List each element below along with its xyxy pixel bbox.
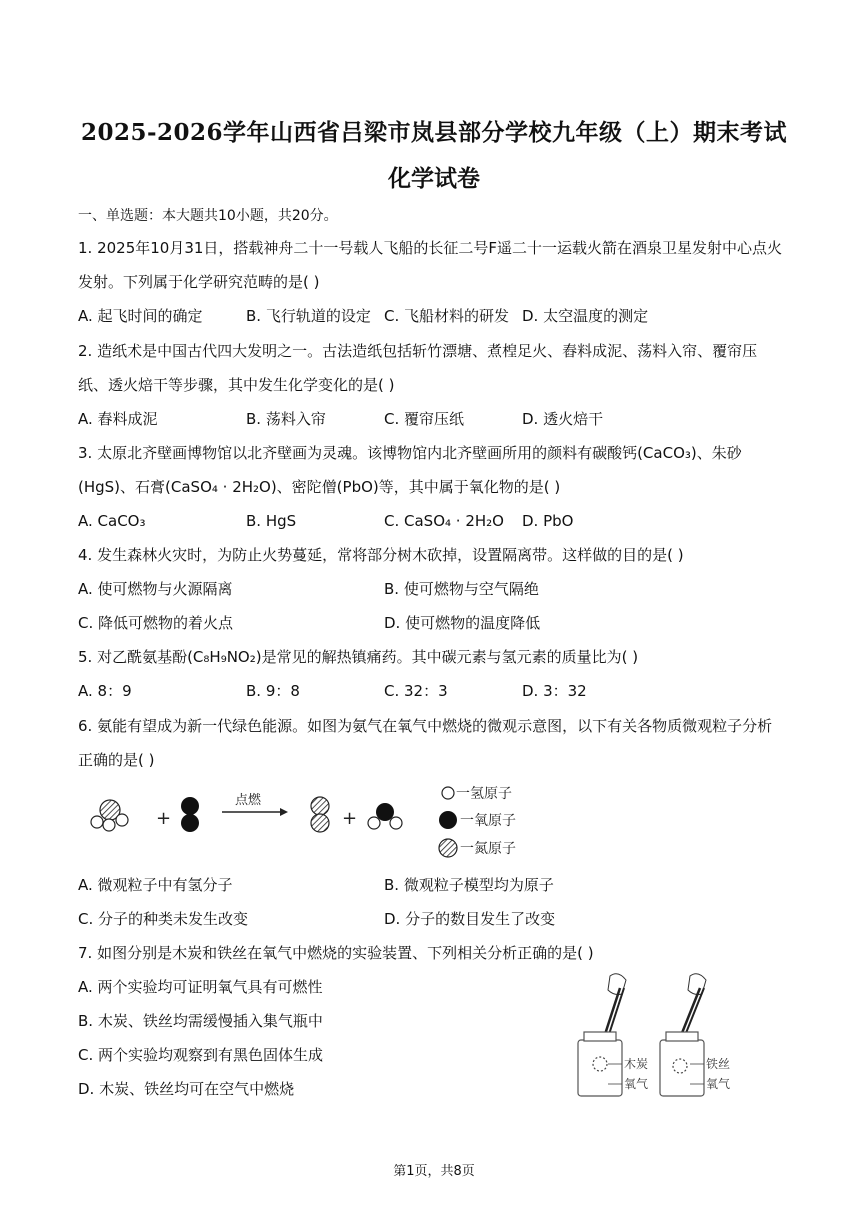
q2-option-b: B. 荡料入帘 (246, 410, 326, 428)
legend-hydrogen: 一氢原子 (456, 786, 512, 802)
q4-option-d: D. 使可燃物的温度降低 (384, 614, 541, 632)
legend-oxygen: 一氧原子 (460, 813, 516, 829)
q5-option-d: D. 3：32 (522, 682, 587, 700)
q5-option-b: B. 9：8 (246, 682, 300, 700)
q7-option-d: D. 木炭、铁丝均可在空气中燃烧 (78, 1080, 295, 1098)
q6-option-c: C. 分子的种类未发生改变 (78, 910, 249, 928)
q6-stem-line2: 正确的是( ) (78, 751, 155, 769)
q2-option-d: D. 透火焙干 (522, 410, 604, 428)
q3-option-c: C. CaSO₄ · 2H₂O (384, 512, 504, 530)
label-iron-wire: 铁丝 (706, 1057, 731, 1071)
q3-option-b: B. HgS (246, 512, 297, 530)
atom-legend (438, 780, 558, 866)
q1-option-a: A. 起飞时间的确定 (78, 307, 203, 325)
q2-option-a: A. 舂料成泥 (78, 410, 158, 428)
q4-stem-line1: 4. 发生森林火灾时，为防止火势蔓延，常将部分树木砍掉，设置隔离带。这样做的目的是( ) (78, 546, 684, 564)
gas-bottle-icon (578, 1040, 622, 1096)
nitrogen-molecule (311, 797, 329, 832)
exam-title: 2025-2026学年山西省吕梁市岚县部分学校九年级（上）期末考试 (80, 119, 788, 146)
q6-option-b: B. 微观粒子模型均为原子 (384, 876, 554, 894)
q7-option-c: C. 两个实验均观察到有黑色固体生成 (78, 1046, 324, 1064)
q4-option-c: C. 降低可燃物的着火点 (78, 614, 234, 632)
q3-option-a: A. CaCO₃ (78, 512, 146, 530)
plus-sign-1: + (156, 808, 172, 829)
q3-stem-line2: (HgS)、石膏(CaSO₄ · 2H₂O)、密陀僧(PbO)等，其中属于氧化物的是( ) (78, 478, 561, 496)
iron-wire-setup (660, 974, 730, 1096)
exam-subtitle: 化学试卷 (388, 165, 480, 192)
charcoal-setup (578, 974, 648, 1096)
oxygen-atom-icon (439, 811, 457, 829)
combustion-apparatus-figure (570, 968, 750, 1100)
q7-option-b: B. 木炭、铁丝均需缓慢插入集气瓶中 (78, 1012, 323, 1030)
ammonia-molecule (91, 800, 128, 831)
gas-bottle-icon-2 (660, 1040, 704, 1096)
nitrogen-atom-icon (439, 839, 457, 857)
label-charcoal: 木炭 (624, 1057, 649, 1071)
q2-stem-line1: 2. 造纸术是中国古代四大发明之一。古法造纸包括斩竹漂塘、煮楻足火、舂料成泥、荡料入帘、覆帘压 (78, 342, 758, 360)
q5-option-c: C. 32：3 (384, 682, 448, 700)
q5-stem-line1: 5. 对乙酰氨基酚(C₈H₉NO₂)是常见的解热镇痛药。其中碳元素与氢元素的质量比为( ) (78, 648, 639, 666)
q6-option-a: A. 微观粒子中有氢分子 (78, 876, 233, 894)
q7-option-a: A. 两个实验均可证明氧气具有可燃性 (78, 978, 323, 996)
label-oxygen-right: 氧气 (706, 1077, 731, 1091)
arrow-head-icon (280, 808, 288, 816)
q4-option-a: A. 使可燃物与火源隔离 (78, 580, 233, 598)
q3-stem-line1: 3. 太原北齐壁画博物馆以北齐壁画为灵魂。该博物馆内北齐壁画所用的颜料有碳酸钙(CaCO₃)、朱砂 (78, 444, 742, 462)
q7-stem-line1: 7. 如图分别是木炭和铁丝在氧气中燃烧的实验装置、下列相关分析正确的是( ) (78, 944, 594, 962)
reaction-condition: 点燃 (235, 793, 262, 808)
q1-stem-line2: 发射。下列属于化学研究范畴的是( ) (78, 273, 320, 291)
q2-option-c: C. 覆帘压纸 (384, 410, 465, 428)
hydrogen-atom-icon (442, 787, 454, 799)
tongs-icon-2 (680, 988, 700, 1038)
page-footer: 第1页，共8页 (393, 1164, 475, 1179)
q6-stem-line1: 6. 氨能有望成为新一代绿色能源。如图为氨气在氧气中燃烧的微观示意图，以下有关各物质微观粒子分析 (78, 717, 773, 735)
oxygen-molecule (181, 797, 199, 832)
section-heading: 一、单选题：本大题共10小题，共20分。 (78, 208, 338, 224)
q1-option-c: C. 飞船材料的研发 (384, 307, 510, 325)
label-oxygen-left: 氧气 (624, 1077, 649, 1091)
q6-option-d: D. 分子的数目发生了改变 (384, 910, 556, 928)
legend-nitrogen: 一氮原子 (460, 841, 516, 857)
q4-option-b: B. 使可燃物与空气隔绝 (384, 580, 539, 598)
q3-option-d: D. PbO (522, 512, 574, 530)
q1-stem-line1: 1. 2025年10月31日，搭载神舟二十一号载人飞船的长征二号F遥二十一运载火箭在酒泉卫星发射中心点火 (78, 239, 783, 257)
water-molecule (368, 803, 402, 829)
plus-sign-2: + (342, 808, 358, 829)
q5-option-a: A. 8：9 (78, 682, 132, 700)
q1-option-d: D. 太空温度的测定 (522, 307, 649, 325)
q2-stem-line2: 纸、透火焙干等步骤，其中发生化学变化的是( ) (78, 376, 395, 394)
q1-option-b: B. 飞行轨道的设定 (246, 307, 371, 325)
